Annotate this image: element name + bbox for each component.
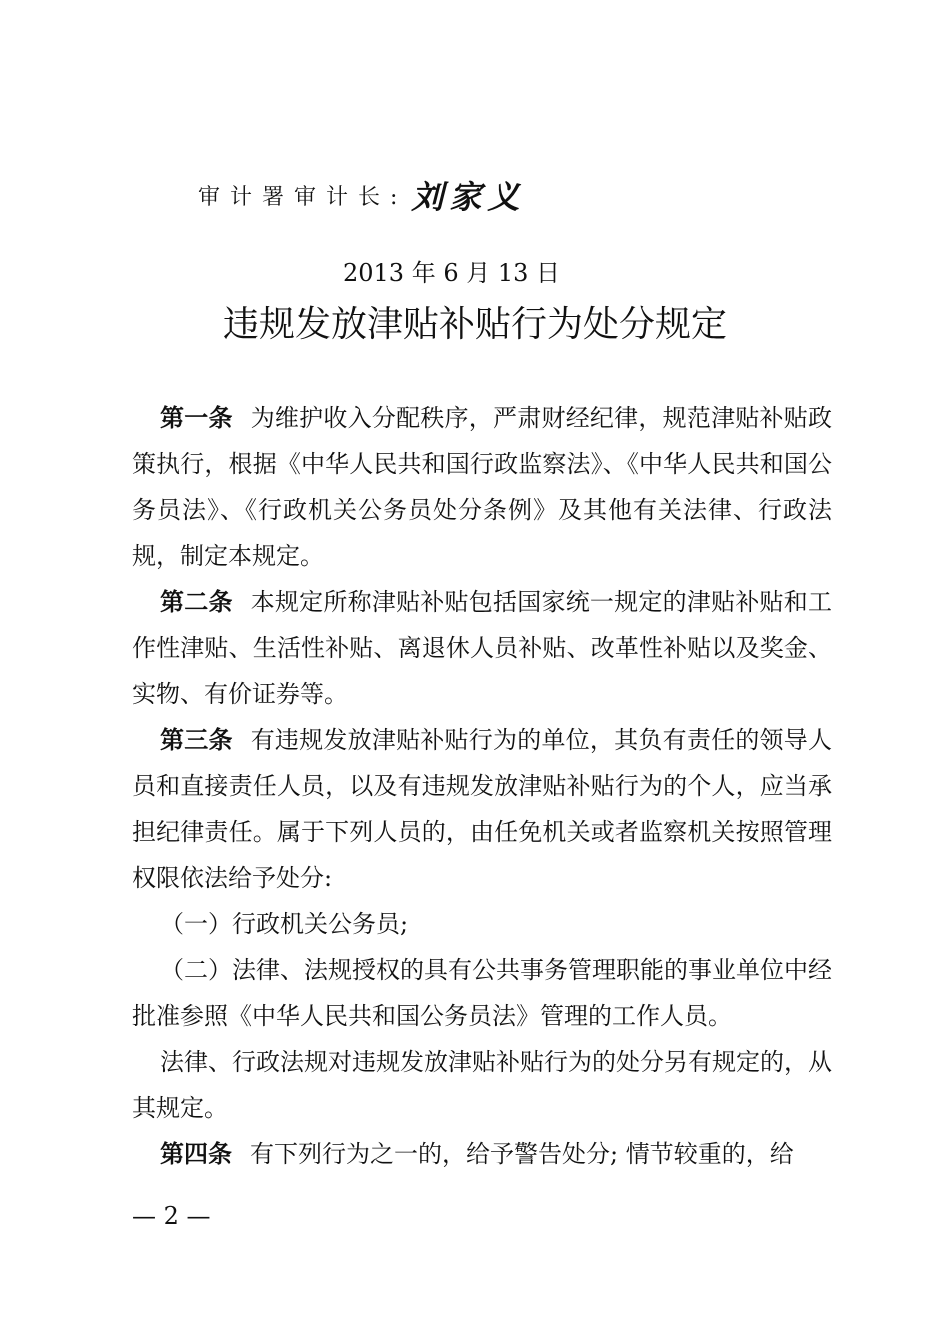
article-text: 有下列行为之一的，给予警告处分; 情节较重的，给 [250,1140,794,1168]
signature-title: 审计署审计长: [198,184,408,210]
article-3 [132,717,832,901]
page-number: — 2 — [132,1202,211,1230]
list-item-1 [132,901,832,947]
document-title: 违规发放津贴补贴行为处分规定 [222,304,727,345]
article-1 [132,395,832,579]
list-item-2 [132,947,832,1039]
article-label: 第四条 [160,1140,232,1168]
clause-paragraph [132,1039,832,1131]
clause-text: 法律、行政法规对违规发放津贴补贴行为的处分另有规定的，从其规定。 [132,1048,832,1122]
list-item-text: （一）行政机关公务员; [160,910,409,938]
document-date: 2013 年 6 月 13 日 [343,259,561,287]
signature-block [198,172,525,218]
article-label: 第三条 [160,726,233,754]
article-text: 为维护收入分配秩序，严肃财经纪律，规范津贴补贴政策执行，根据《中华人民共和国行政监察法》、《中华人民共和国公务员法》、《行政机关公务员处分条例》及其他有关法律、行政法规，制定本规定。 [132,404,833,570]
article-text: 本规定所称津贴补贴包括国家统一规定的津贴补贴和工作性津贴、生活性补贴、离退休人员补贴、改革性补贴以及奖金、实物、有价证券等。 [132,588,833,708]
signature-name: 刘家义 [411,178,526,216]
article-4 [132,1131,832,1177]
article-label: 第一条 [160,404,233,432]
article-label: 第二条 [160,588,233,616]
list-item-text: （二）法律、法规授权的具有公共事务管理职能的事业单位中经批准参照《中华人民共和国公务员法》管理的工作人员。 [132,956,832,1030]
article-2 [132,579,832,717]
document-body [132,395,832,1177]
article-text: 有违规发放津贴补贴行为的单位，其负有责任的领导人员和直接责任人员，以及有违规发放津贴补贴行为的个人，应当承担纪律责任。属于下列人员的，由任免机关或者监察机关按照管理权限依法给予处分: [132,726,833,892]
